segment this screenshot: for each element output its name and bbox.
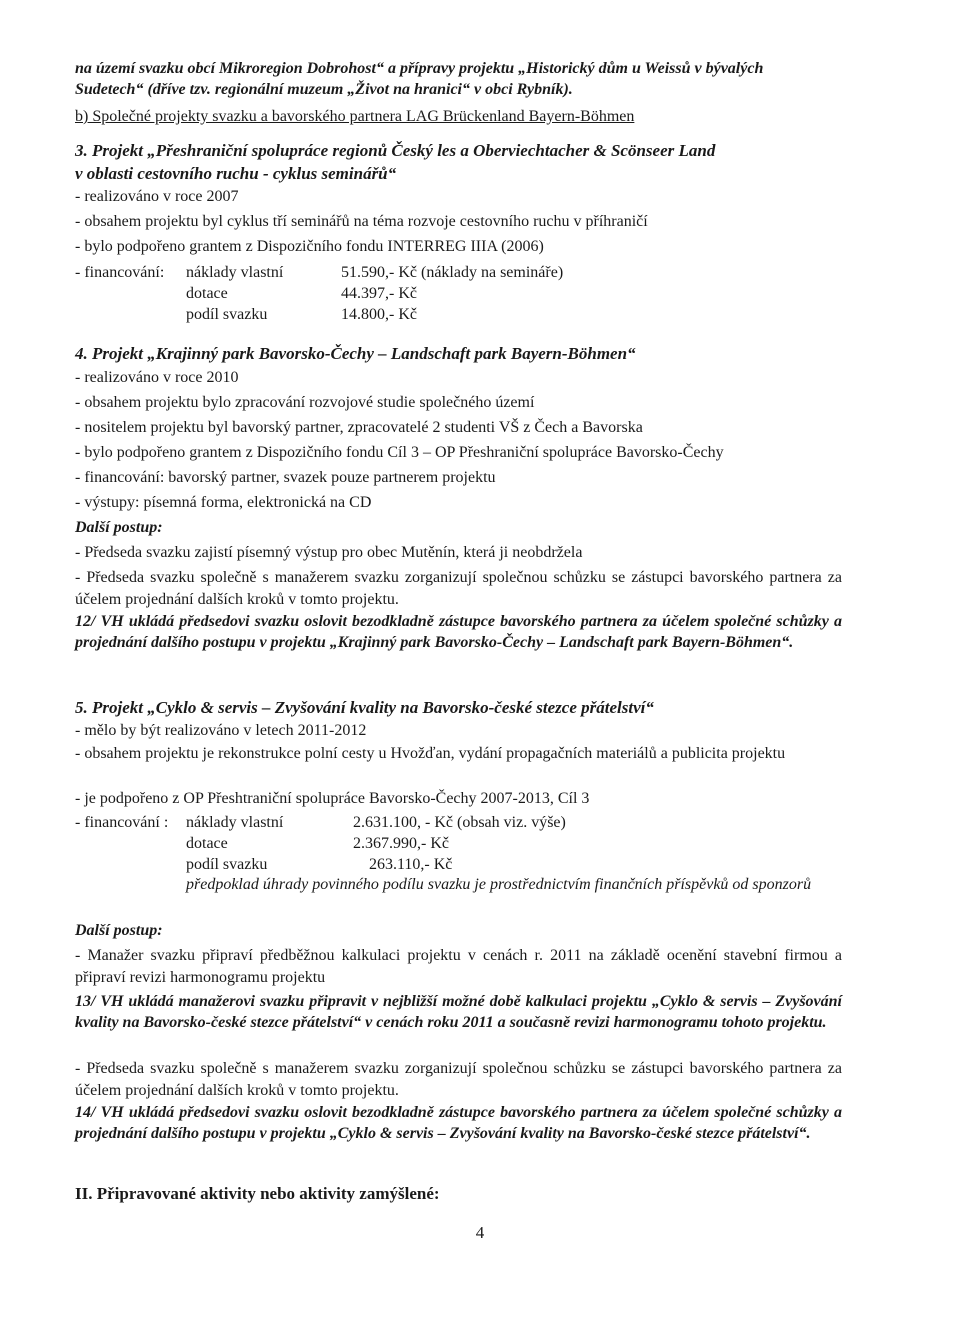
project5-fin-value: 263.110,- Kč (369, 856, 453, 873)
project3-item: - bylo podpořeno grantem z Dispozičního fondu INTERREG IIIA (2006) (75, 238, 544, 255)
resolution-14: 14/ VH ukládá předsedovi svazku oslovit bezodkladně zástupce bavorského partnera za účelem společné schůzky a projednání dalšího postupu v projektu „Cyklo & servis – Zvyšování kvality na Bavorsko-české stezce přátelství“. (75, 1104, 842, 1142)
project5-next-step: - Manažer svazku připraví předběžnou kalkulaci projektu v cenách r. 2011 na základě ocenění stavební firmou a připraví revizi harmonogramu projektu (75, 947, 842, 986)
resolution-12: 12/ VH ukládá předsedovi svazku oslovit bezodkladně zástupce bavorského partnera za účelem společné schůzky a projednání dalšího postupu v projektu „Krajinný park Bavorsko-Čechy – Landschaft park Bayern-Böhmen“. (75, 613, 842, 651)
project4-item: - bylo podpořeno grantem z Dispozičního fondu Cíl 3 – OP Přeshraniční spolupráce Bavorsko-Čechy (75, 444, 724, 461)
project5-fin-name: podíl svazku (186, 856, 268, 873)
page-number: 4 (475, 1223, 485, 1242)
project5-item: - obsahem projektu je rekonstrukce polní cesty u Hvožďan, vydání propagačních materiálů a publicita projektu (75, 745, 786, 762)
project5-fin-label: - financování : (75, 814, 169, 831)
section-b-heading: b) Společné projekty svazku a bavorského partnera LAG Brückenland Bayern-Böhmen (75, 108, 635, 125)
project4-next-step: - Předseda svazku společně s manažerem svazku zorganizují společnou schůzku se zástupci bavorského partnera za účelem projednání dalších kroků v tomto projektu. (75, 569, 842, 608)
project5-fin-name: náklady vlastní (186, 814, 284, 831)
project5-item: - mělo by být realizováno v letech 2011-2012 (75, 722, 367, 739)
project3-fin-value: 51.590,- Kč (náklady na semináře) (341, 264, 564, 281)
project4-item: - nositelem projektu byl bavorský partner, zpracovatelé 2 studenti VŠ z Čech a Bavorska (75, 419, 643, 436)
project4-item: - výstupy: písemná forma, elektronická na CD (75, 494, 372, 511)
project5-fin-value: 2.631.100, - Kč (obsah viz. výše) (353, 814, 566, 831)
project3-fin-name: náklady vlastní (186, 264, 284, 281)
project3-fin-name: dotace (186, 285, 228, 302)
project5-fin-note: předpoklad úhrady povinného podílu svazku je prostřednictvím finančních příspěvků od sponzorů (186, 876, 812, 893)
intro-line-2: Sudetech“ (dříve tzv. regionální muzeum „Život na hranici“ v obci Rybník). (75, 81, 573, 98)
project4-item: - obsahem projektu bylo zpracování rozvojové studie společného území (75, 394, 535, 411)
project4-title: 4. Projekt „Krajinný park Bavorsko-Čechy – Landschaft park Bayern-Böhmen“ (75, 344, 636, 363)
section-ii-heading: II. Připravované aktivity nebo aktivity zamýšlené: (75, 1184, 440, 1203)
project5-next-steps-heading: Další postup: (75, 922, 163, 939)
project5-title: 5. Projekt „Cyklo & servis – Zvyšování kvality na Bavorsko-české stezce přátelství“ (75, 698, 654, 717)
intro-line-1: na území svazku obcí Mikroregion Dobrohost“ a přípravy projektu „Historický dům u Weissů v bývalých (75, 60, 764, 77)
project3-fin-name: podíl svazku (186, 306, 268, 323)
project3-fin-value: 44.397,- Kč (341, 285, 417, 302)
project5-fin-name: dotace (186, 835, 228, 852)
project3-item: - obsahem projektu byl cyklus tří seminářů na téma rozvoje cestovního ruchu v příhraničí (75, 213, 648, 230)
project3-fin-label: - financování: (75, 264, 165, 281)
resolution-13: 13/ VH ukládá manažerovi svazku připravit v nejbližší možné době kalkulaci projektu „Cyklo & servis – Zvyšování kvality na Bavorsko-české stezce přátelství“ v cenách roku 2011 a současně revizi harmonogramu tohoto projektu. (75, 993, 842, 1031)
project5-fin-value: 2.367.990,- Kč (353, 835, 449, 852)
project5-next-step: - Předseda svazku společně s manažerem svazku zorganizují společnou schůzku se zástupci bavorského partnera za účelem projednání dalších kroků v tomto projektu. (75, 1060, 842, 1099)
project4-next-step: - Předseda svazku zajistí písemný výstup pro obec Mutěnín, která ji neobdržela (75, 544, 583, 561)
project5-item: - je podpořeno z OP Přeshtraniční spolupráce Bavorsko-Čechy 2007-2013, Cíl 3 (75, 790, 590, 807)
project3-fin-value: 14.800,- Kč (341, 306, 417, 323)
project4-item: - realizováno v roce 2010 (75, 369, 239, 386)
project4-next-steps-heading: Další postup: (75, 519, 163, 536)
project3-title-line1: 3. Projekt „Přeshraniční spolupráce regionů Český les a Oberviechtacher & Scönseer Land (75, 141, 716, 160)
project3-item: - realizováno v roce 2007 (75, 188, 239, 205)
project3-title-line2: v oblasti cestovního ruchu - cyklus seminářů“ (75, 164, 397, 183)
project4-item: - financování: bavorský partner, svazek pouze partnerem projektu (75, 469, 496, 486)
